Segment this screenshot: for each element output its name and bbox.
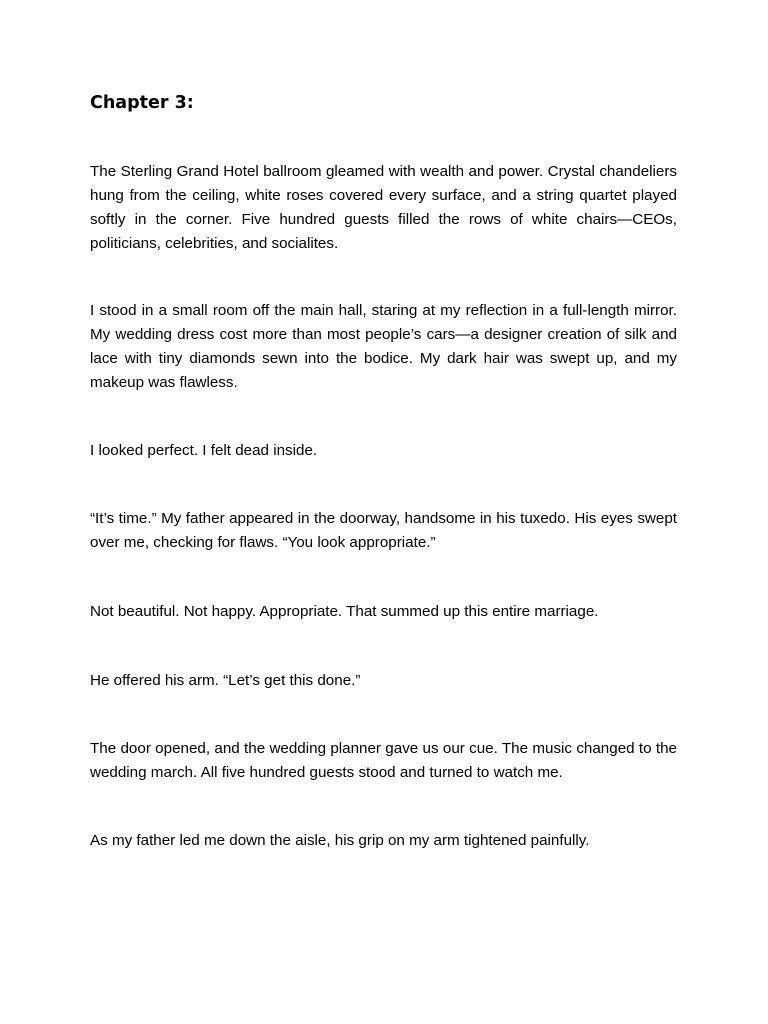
paragraph: As my father led me down the aisle, his grip on my arm tightened painfully.	[90, 832, 590, 849]
chapter-title: Chapter 3:	[90, 93, 194, 113]
paragraph: Not beautiful. Not happy. Appropriate. That summed up this entire marriage.	[90, 603, 599, 620]
paragraph: The Sterling Grand Hotel ballroom gleamed with wealth and power. Crystal chandeliers hung from the ceiling, white roses covered every surface, and a string quartet played softly in the corner. Five hundred guests filled the rows of white chairs—CEOs, politicians, celebrities, and socialites.	[90, 163, 677, 252]
paragraph: I looked perfect. I felt dead inside.	[90, 442, 318, 459]
paragraph: The door opened, and the wedding planner gave us our cue. The music changed to the wedding march. All five hundred guests stood and turned to watch me.	[90, 740, 677, 781]
paragraph: He offered his arm. “Let’s get this done.”	[90, 672, 361, 689]
paragraph: “It’s time.” My father appeared in the doorway, handsome in his tuxedo. His eyes swept over me, checking for flaws. “You look appropriate.”	[90, 510, 677, 551]
paragraph: I stood in a small room off the main hall, staring at my reflection in a full-length mirror. My wedding dress cost more than most people’s cars—a designer creation of silk and lace with tiny diamonds sewn into the bodice. My dark hair was swept up, and my makeup was flawless.	[90, 302, 677, 391]
